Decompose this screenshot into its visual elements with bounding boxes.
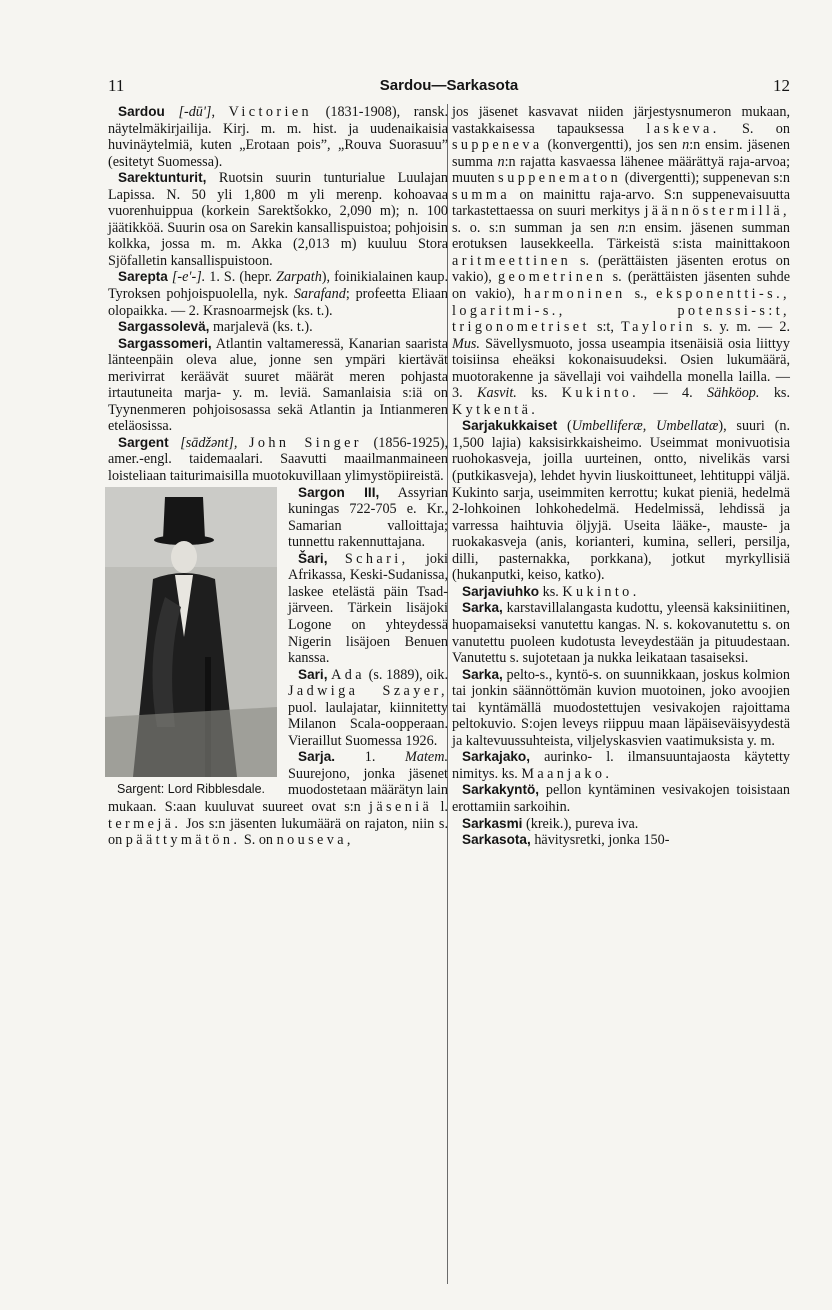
headword: Sarkasota, (462, 832, 531, 848)
portrait-figure (100, 487, 282, 796)
headword: Sargassomeri, (118, 335, 212, 351)
entry-sarektunturit (108, 170, 448, 269)
portrait-photo (105, 487, 277, 777)
spaced-name: John Singer (249, 434, 362, 451)
headword: Sargon III, (298, 484, 380, 500)
text: Sävellysmuoto, jossa useampia itsenäisiä osia liittyy toisiinsa eheäksi kokonaisuudeksi. Osien lukumäärä, muotorakenne ja sävellaji voi vaihdella monella lailla. — 3. (452, 335, 790, 402)
entry-sardou (108, 104, 448, 170)
spaced-text: päättymätön. (125, 832, 241, 849)
text: (divergentti); suppenevan s:n (621, 170, 790, 187)
spaced-text: harmoninen (523, 286, 626, 303)
headword: Sarja. (298, 749, 336, 765)
entry-sarja-continued (452, 104, 790, 418)
spaced-name: Ada (331, 666, 365, 683)
text: , (211, 104, 229, 120)
spaced-text: summa (452, 186, 511, 203)
spaced-text: trigonometriset (452, 319, 590, 336)
headword: Sarjakukkaiset (462, 418, 558, 434)
italic-text: Sarafand (293, 286, 346, 303)
entry-sarkakynto (452, 782, 790, 815)
spaced-text: Kukinto. (562, 583, 640, 600)
entry-sargent (108, 435, 448, 485)
page-number-right: 12 (773, 76, 790, 95)
spaced-text: jäseniä (369, 798, 433, 815)
entry-sarkasmi (452, 816, 790, 833)
entry-sargassoleva (108, 319, 448, 336)
text: l. (432, 798, 448, 815)
entry-sarka-field (452, 667, 790, 750)
headword: Sarka, (462, 600, 503, 616)
spaced-text: laskeva. (646, 120, 720, 137)
text: 1. S. (hepr. (205, 269, 277, 286)
text (566, 303, 678, 319)
text: (konvergentti), jos sen (542, 137, 683, 154)
entry-sarepta (108, 269, 448, 319)
spaced-name: Schari, (344, 550, 409, 567)
spaced-text: logaritmi-s., (452, 302, 566, 319)
headword: Sarkasmi (462, 815, 523, 831)
text: Jos s:n jäsenten lukumäärä on rajaton, niin s. on (108, 815, 448, 849)
text: :n rajatta kasvaessa lähenee määrättyä raja-arvoa; muuten s (452, 153, 791, 187)
text: s., (625, 286, 657, 303)
spaced-text: uppenematon (507, 170, 622, 187)
text: ), suuri (n. 1,500 lajia) kaksisirkkaisheimo. Useimmat monivuotisia ruohokasveja, joilla uurteinen, ontto, nivelikäs varsi (putkikasveja), lehdet hyvin liuskoittuneet, lehtituppi väljä. Kukinto sarja, useimmiten kerrottu; kukat pieniä, hedelmä 2-lohkoinen lohkohedelmä. Hedelmissä, lehdissä ja varressa haihtuvia öljyjä. Useita lääke-, mauste- ja ruokakasveja (anis, korianteri, kumina, selleri, persilja, dilli, pasternakka, porkkana), jotkut myrkyllisiä (hukanputki, keiso, katko). (452, 418, 790, 584)
text: Ruotsin suurin tunturialue Luulajan Lapissa. N. 50 yli 1,800 m yli merenp. kohoavaa vuorenhuippua (korkein Sarektšokko, 2,090 m); n. 100 jäätikköä. Suurin osa on Sarekin kansallispuistoa; pohjoisin kolkka, jossa m. m. Akka (2,013 m) kuuluu Stora Sjöfalletin kansallispuistoon. (108, 170, 448, 269)
spaced-text: termejä. (108, 815, 182, 832)
entry-sargassomeri (108, 336, 448, 435)
spaced-name: Victorien (228, 104, 313, 120)
italic-text: Zarpath (276, 269, 322, 286)
text: (1856-1925), amer.-engl. taidemaalari. Saavutti maailmanmaineen loisteliaan taiturimaisilla muotokuvillaan ylimystöpiireistä. (108, 434, 449, 485)
text: s:t, (589, 319, 622, 336)
headword: Sarepta (118, 269, 168, 285)
text: — 4. (639, 385, 708, 402)
text: Assyrian kuningas 722-705 e. Kr., Samarian valloittaja; tunnettu rakennuttajana. (288, 484, 449, 551)
text: 1. (335, 749, 406, 766)
spaced-text: eksponentti-s., (656, 286, 790, 303)
spaced-text: Maanjako. (521, 765, 613, 782)
headword: Sargassolevä, (118, 319, 210, 335)
text: hävitysretki, jonka 150- (530, 832, 670, 849)
italic-text: n (497, 153, 505, 170)
text: marjalevä (ks. t.). (209, 319, 313, 336)
spaced-name: Jadwiga Szayer, (288, 683, 448, 700)
spaced-text: jäännöstermillä, (644, 203, 790, 220)
text: puol. laulajatar, kiinnitetty Milanon Scala-oopperaan. Vieraillut Suomessa 1926. (288, 699, 448, 749)
headword: Sarka, (462, 666, 503, 682)
headword: Sarjaviuhko (462, 583, 540, 599)
portrait-caption: Sargent: Lord Ribblesdale. (116, 781, 265, 796)
text: Suurejono, jonka jäsenet muodostetaan määrätyn lain mukaan. S:aan kuuluvat suureet ovat s:n (108, 765, 448, 815)
spaced-text: Kytkentä. (452, 401, 539, 418)
pronunciation: [sādžənt], (180, 434, 238, 451)
headword: Šari, (298, 550, 328, 566)
text: ks. (539, 583, 563, 600)
text: S. on (240, 832, 277, 849)
headword: Sarektunturit, (118, 170, 207, 186)
text: joki Afrikassa, Keski-Sudanissa, laskee etelästä päin Tsad-järveen. Tärkein lisäjoki Logone on yhteydessä Nigerin lisäjoen Benuen kanssa. (288, 550, 448, 667)
text: karstavillalangasta kudottu, yleensä kaksiniitinen, huopamaiseksi vanutettu kangas. N. s. kokovanutettu s. on vanutettu puoleen kudotusta leveydestään ja pituudestaan. Vanutettu s. sujotetaan ja nukka leikataan tasaiseksi. (452, 600, 790, 667)
right-column (452, 104, 790, 849)
text: S. on (719, 120, 790, 137)
italic-text: Mus. (452, 335, 480, 352)
text: ks. (516, 385, 562, 402)
text: s. (perättäisten jäsenten erotus on vakio), (452, 252, 790, 286)
page-number-left: 11 (108, 76, 125, 95)
spaced-text: Kukinto. (561, 385, 640, 402)
pronunciation: [-e'-]. (171, 269, 206, 286)
entry-sarka-fabric (452, 600, 790, 666)
italic-text: Sähköop. (707, 385, 760, 402)
text: s. o. s:n summan ja sen (452, 219, 618, 236)
text: pelto-s., kyntö-s. on suunnikkaan, joskus kolmion tai jonkin säännöttömän kuvion muotoinen, joko avoojien tai kyntämällä muodostettujen vesivakojen rajoittama peltokuvio. S:ojen leveys riippuu maan läpäiseväisyydestä ja kaltevuussuhteista, viljelyskasvien vaatimuksista y. m. (452, 666, 790, 749)
text: ), foinikialainen kaup. Tyroksen pohjoispuolella, nyk. (108, 269, 448, 303)
text: ; profeetta Eliaan olopaikka. — 2. Krasnoarmejsk (ks. t.). (108, 286, 449, 319)
italic-text: Umbelliferæ, Umbellatæ (571, 418, 719, 435)
headword: Sari, (298, 666, 328, 682)
text: pellon kyntäminen vesivakojen toisistaan erottamiin sarkoihin. (452, 782, 790, 815)
entry-sarkajako (452, 749, 790, 782)
text: jos jäsenet kasvavat niiden järjestysnumeron mukaan, vastakkaisessa tapauksessa (452, 104, 790, 137)
spaced-text: Taylorin (621, 319, 697, 336)
page-header (108, 76, 790, 98)
spaced-text: potenssi-s:t, (677, 302, 790, 319)
entry-sarkasota (452, 832, 790, 849)
running-title: Sardou—Sarkasota (379, 77, 519, 94)
spaced-text: geometrinen (498, 269, 607, 286)
text: on mainittu raja-arvo. S:n suppenevaisuutta tarkastettaessa on suuri merkitys (452, 186, 790, 220)
text: (s. 1889), oik. (365, 666, 449, 683)
entry-sarjakukkaiset (452, 418, 790, 583)
text: ( (557, 418, 572, 435)
text: :n ensim. jäsenen summa (452, 137, 791, 170)
italic-text: Matem. (405, 749, 448, 766)
text: Atlantin valtameressä, Kanarian saarista länteenpäin oleva alue, jonne sen ympäri kiertävät merivirrat keräävät suuret määrät meren pohjasta irtautuneita marja- y. m. leviä. Samanlaisia s:iä on Tyynenmeren pohjoisosassa sekä Atlantin ja Intianmeren eteläosissa. (108, 335, 448, 435)
spaced-text: suppeneva (452, 137, 543, 154)
headword: Sarkakyntö, (462, 782, 540, 798)
italic-text: n (682, 137, 690, 154)
headword: Sardou (118, 104, 165, 119)
entry-sarjaviuhko (452, 584, 790, 601)
headword: Sargent (118, 434, 169, 450)
italic-text: n (617, 219, 625, 236)
text: (1831-1908), ransk. näytelmäkirjailija. Kirj. m. m. hist. ja uudenaikaisia huvinäytelmiä, kuten „Erotaan pois”, „Rouva Suorasuu” (esitetyt Suomessa). (108, 104, 449, 170)
spaced-text: nouseva, (276, 832, 354, 849)
left-column (108, 104, 448, 849)
spaced-text: aritmeettinen (452, 252, 572, 269)
text: :n ensim. jäsenen summan erotuksen lausekkeella. Tärkeistä s:ista mainittakoon (452, 219, 790, 253)
text: s. y. m. — 2. (696, 319, 791, 336)
headword: Sarkajako, (462, 749, 531, 765)
text: (kreik.), pureva iva. (522, 815, 639, 832)
text: s. (perättäisten jäsenten suhde on vakio), (452, 269, 790, 303)
text: ks. (759, 385, 790, 402)
portrait-illustration (105, 487, 277, 777)
pronunciation: [-dū'] (178, 104, 212, 120)
italic-text: Kasvit. (477, 385, 517, 402)
text: aurinko- l. ilmansuuntajaosta käytetty nimitys. ks. (452, 749, 790, 782)
